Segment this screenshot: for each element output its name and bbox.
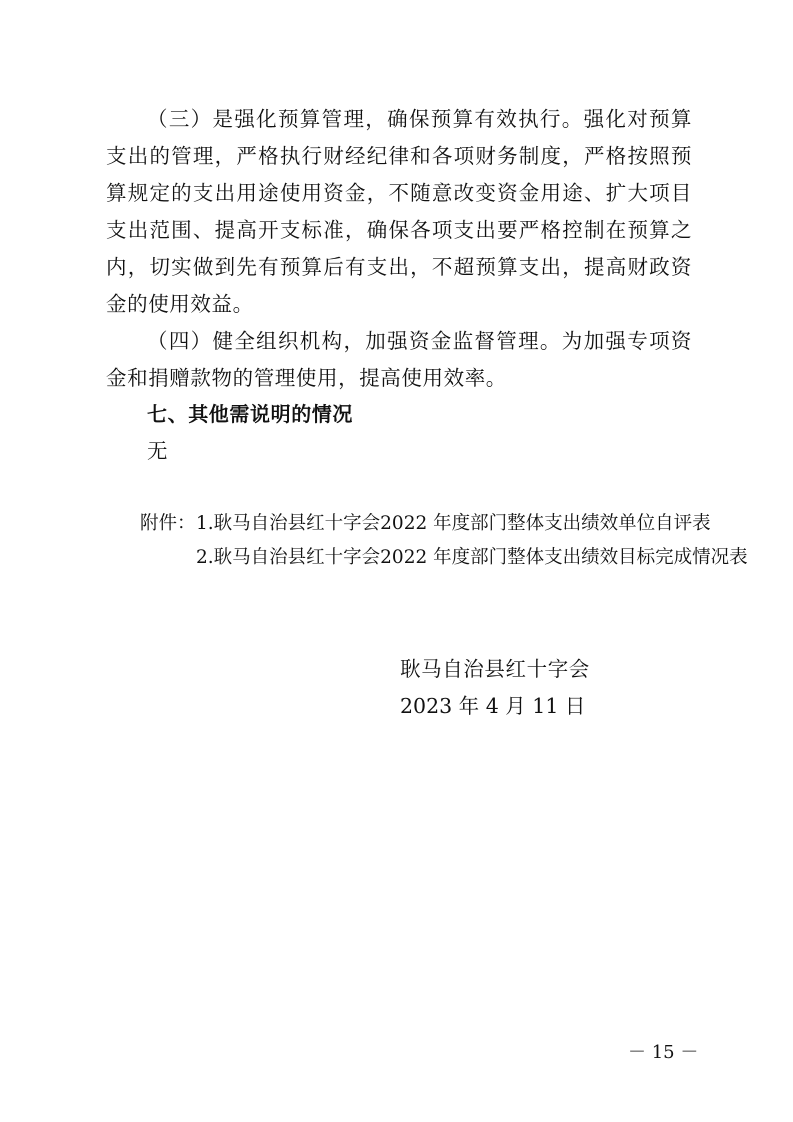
attachment-item-1: 1.耿马自治县红十字会2022 年度部门整体支出绩效单位自评表 [196, 513, 711, 534]
signature-date: 2023 年 4 月 11 日 [400, 694, 586, 718]
attachment-item-2: 2.耿马自治县红十字会2022 年度部门整体支出绩效目标完成情况表 [196, 547, 748, 568]
attachments-label: 附件： [140, 513, 196, 534]
section-4-paragraph: （四）健全组织机构，加强资金监督管理。为加强专项资金和捐赠款物的管理使用，提高使用效率。 [106, 329, 692, 390]
signature-organization: 耿马自治县红十字会 [400, 657, 590, 681]
page-number: － 15 － [628, 1042, 699, 1063]
section-3-paragraph: （三）是强化预算管理，确保预算有效执行。强化对预算支出的管理，严格执行财经纪律和各项财务制度，严格按照预算规定的支出用途使用资金，不随意改变资金用途、扩大项目支出范围、提高开支标准，确保各项支出要严格控制在预算之内，切实做到先有预算后有支出，不超预算支出，提高财政资金的使用效益。 [106, 107, 692, 316]
section-7-content: 无 [147, 439, 168, 463]
section-7-heading: 七、其他需说明的情况 [147, 402, 353, 426]
